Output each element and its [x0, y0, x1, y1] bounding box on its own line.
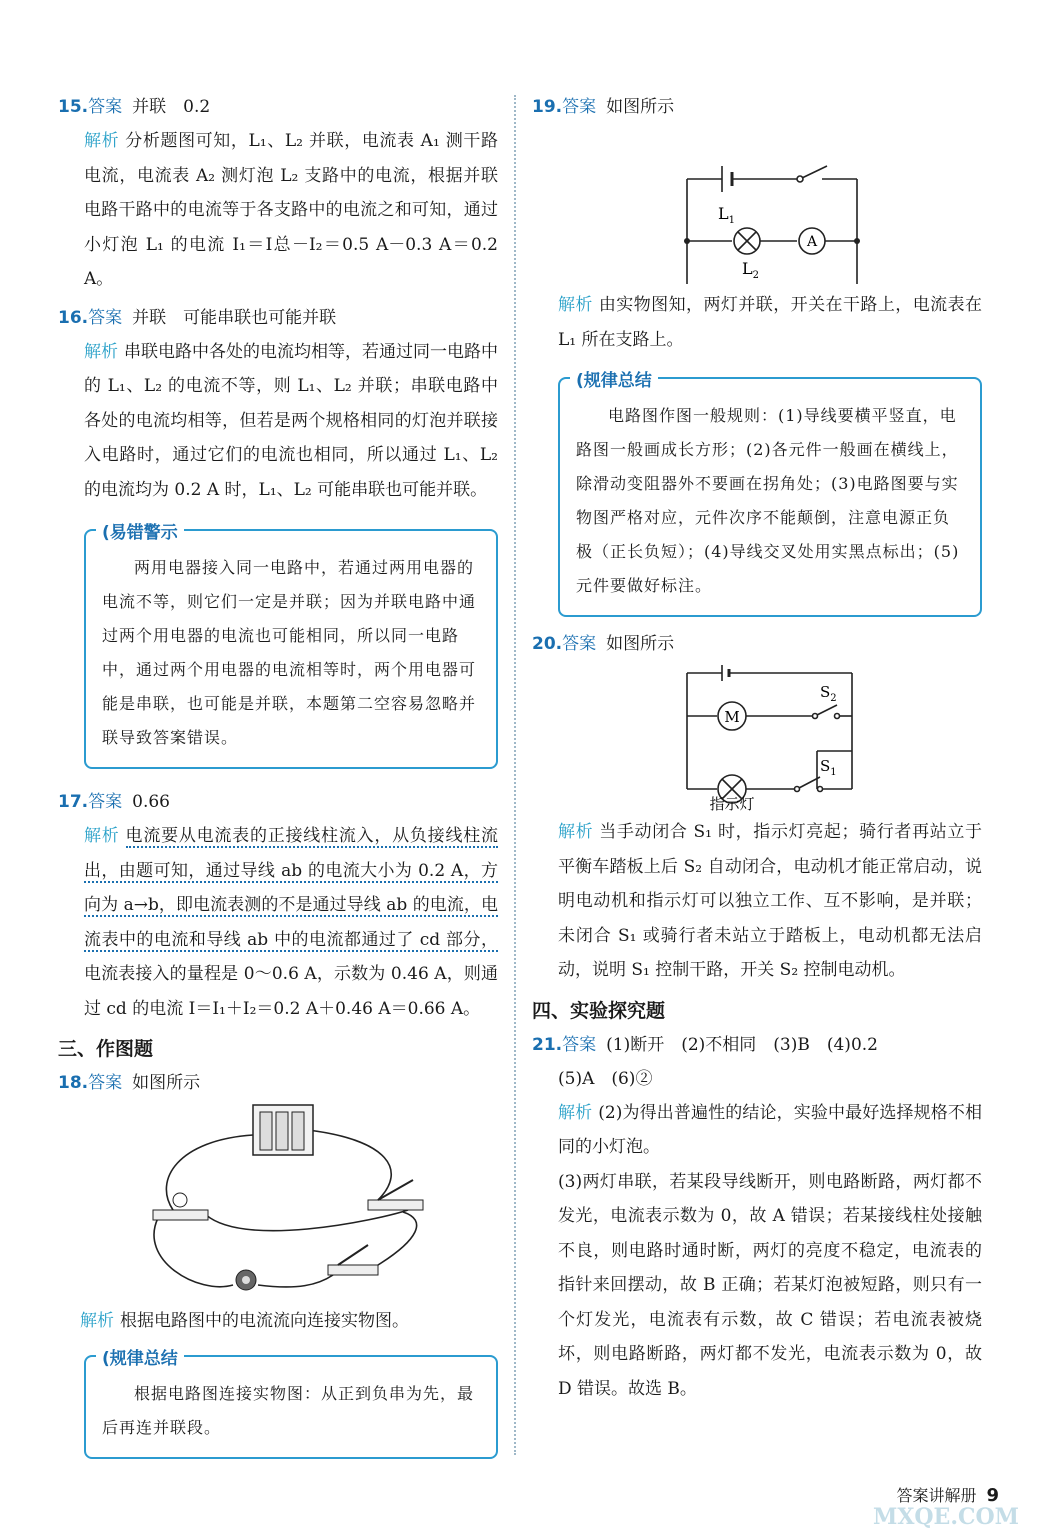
q15-answer: 并联 0.2	[132, 97, 211, 117]
q17-tag: 答案	[88, 792, 123, 812]
left-column	[58, 90, 498, 1469]
q21-exp-text-1: (2)为得出普遍性的结论，实验中最好选择规格不相同的小灯泡。	[558, 1102, 982, 1157]
q19-l1-label: $L_1$	[718, 204, 735, 226]
q19-tag: 答案	[562, 97, 597, 117]
q19-answer-line	[532, 90, 982, 124]
q17-exp-underlined: 电流要从电流表的正接线柱流入，从负接线柱流出，由题可知，通过导线 ab 的电流大小为 0.2 A，方向为 a→b，即电流表测的不是通过导线 ab 的电流，电流表中的电流和导线 ab 中的电流都通过了 cd 部分，	[84, 826, 499, 950]
guilv-box-1	[84, 1348, 498, 1459]
q21-explanation-2: (3)两灯串联，若某段导线断开，则电路断路，两灯都不发光，电流表示数为 0，故 A 错误；若某接线柱处接触不良，则电路时通时断，两灯的亮度不稳定，电流表的指针来回摆动，故 B 正确；若某灯泡被短路，则只有一个灯发光，电流表有示数，故 C 错误；若电流表被烧坏，则电路断路，两灯都不发光，电流表示数为 0，故 D 错误。故选 B。	[558, 1171, 982, 1399]
q19-number: 19.	[532, 97, 563, 117]
section-3-title: 三、作图题	[58, 1038, 154, 1060]
q20-s1-label: $S_1$	[820, 757, 837, 778]
q21-explanation-1	[532, 1096, 982, 1165]
q17-exp-tag: 解析	[84, 826, 120, 846]
q16-explanation	[58, 335, 498, 508]
q20-exp-tag: 解析	[558, 822, 594, 842]
q19-explanation	[532, 288, 982, 357]
q21-answer-line-2: (5)A (6)②	[558, 1068, 653, 1089]
ammeter-meter	[236, 1270, 256, 1290]
q15-tag: 答案	[88, 97, 123, 117]
switch-right	[368, 1180, 423, 1210]
q16-answer-line	[58, 301, 498, 335]
q21-answer: (1)断开 (2)不相同 (3)B (4)0.2	[606, 1034, 878, 1055]
q19-exp-tag: 解析	[558, 295, 593, 315]
guilv-box-2-text: 电路图作图一般规则：(1)导线要横平竖直，电路图一般画成长方形；(2)各元件一般画在横线上，除滑动变阻器外不要画在拐角处；(3)电路图要与实物图严格对应，元件次序不能颠倒，注意电源正负极（正长负短）；(4)导线交叉处用实黑点标出；(5)元件要做好标注。	[576, 406, 960, 595]
q20-answer-line	[532, 627, 982, 661]
q20-s2-label: $S_2$	[820, 683, 837, 704]
q16-exp-tag: 解析	[84, 341, 118, 362]
right-column	[532, 90, 982, 1406]
column-divider	[514, 95, 516, 1455]
q18-tag: 答案	[88, 1073, 123, 1093]
battery-pack	[253, 1105, 313, 1155]
watermark-logo	[841, 1472, 1051, 1532]
section-4-title: 四、实验探究题	[532, 999, 666, 1022]
yicuo-box-text: 两用电器接入同一电路中，若通过两用电器的电流不等，则它们一定是并联；因为并联电路中通过两个用电器的电流也可能相同，所以同一电路中，通过两个用电器的电流相等时，两个用电器可能是串联，也可能是并联，本题第二空容易忽略并联导致答案错误。	[102, 558, 477, 747]
svg-text:MXQE.COM: MXQE.COM	[872, 1504, 1020, 1530]
footer-label: 答案讲解册	[896, 1486, 977, 1505]
q20-motor-label: M	[724, 708, 740, 726]
q15-answer-line	[58, 90, 498, 124]
q16-number: 16.	[58, 307, 89, 328]
q21-number: 21.	[532, 1034, 563, 1055]
yicuo-box	[84, 523, 498, 769]
q20-number: 20.	[532, 634, 563, 654]
q18-exp-tag: 解析	[80, 1311, 114, 1331]
q19-circuit-diagram	[532, 124, 982, 284]
q20-circuit-diagram	[532, 661, 982, 811]
q18-circuit-illustration	[58, 1100, 498, 1300]
page-number: 9	[986, 1485, 999, 1506]
q15-exp-tag: 解析	[84, 131, 120, 151]
yicuo-box-title: (易错警示	[96, 516, 184, 550]
q20-lamp-label: 指示灯	[709, 795, 755, 811]
q17-answer-line	[58, 785, 498, 819]
q20-explanation	[532, 815, 982, 988]
switch-bottom	[328, 1245, 378, 1275]
q19-answer: 如图所示	[606, 97, 675, 117]
q15-exp-text: 分析题图可知，L₁、L₂ 并联，电流表 A₁ 测干路电流，电流表 A₂ 测灯泡 L₂ 支路中的电流，根据并联电路干路中的电流等于各支路中的电流之和可知，通过小灯泡 L₁ 的电流 I₁＝I总－I₂＝0.5 A－0.3 A＝0.2 A。	[84, 131, 499, 289]
q17-number: 17.	[58, 792, 89, 812]
q17-answer: 0.66	[132, 792, 170, 812]
q18-answer: 如图所示	[132, 1073, 201, 1093]
q17-exp-text: 电流表接入的量程是 0～0.6 A，示数为 0.46 A，则通过 cd 的电流 I＝I₁＋I₂＝0.2 A＋0.46 A＝0.66 A。	[84, 964, 498, 1019]
q21-exp-tag: 解析	[558, 1102, 593, 1123]
q19-exp-text: 由实物图知，两灯并联，开关在干路上，电流表在 L₁ 所在支路上。	[558, 295, 983, 350]
q20-tag: 答案	[562, 634, 597, 654]
q16-tag: 答案	[88, 307, 123, 328]
q15-explanation	[58, 124, 498, 297]
q20-exp-text: 当手动闭合 S₁ 时，指示灯亮起；骑行者再站立于平衡车踏板上后 S₂ 自动闭合，电动机才能正常启动，说明电动机和指示灯可以独立工作、互不影响，是并联；未闭合 S₁ 或骑行者未站立于踏板上，电动机都无法启动，说明 S₁ 控制干路，开关 S₂ 控制电动机。	[558, 822, 982, 980]
guilv-box-1-title: (规律总结	[96, 1342, 184, 1376]
q20-answer: 如图所示	[606, 634, 675, 654]
guilv-box-1-text: 根据电路图连接实物图：从正到负串为先，最后再连并联段。	[102, 1383, 475, 1437]
q21-tag: 答案	[562, 1034, 597, 1055]
guilv-box-2	[558, 371, 982, 617]
q18-explanation	[58, 1304, 498, 1339]
q18-answer-line	[58, 1066, 498, 1100]
guilv-box-2-title: (规律总结	[570, 364, 658, 398]
q19-meter-label: A	[806, 234, 818, 250]
q19-l2-label: $L_2$	[742, 259, 759, 281]
bulb-holder	[153, 1193, 208, 1220]
q18-number: 18.	[58, 1073, 89, 1093]
q21-answer-line	[532, 1028, 982, 1062]
q16-exp-text: 串联电路中各处的电流均相等，若通过同一电路中的 L₁、L₂ 的电流不等，则 L₁、L₂ 并联；串联电路中各处的电流均相等，但若是两个规格相同的灯泡并联接入电路时，通过它们的电流也相同，所以通过 L₁、L₂ 的电流均为 0.2 A 时，L₁、L₂ 可能串联也可能并联。	[84, 341, 498, 500]
q18-exp-text: 根据电路图中的电流流向连接实物图。	[120, 1311, 409, 1331]
q17-explanation	[58, 819, 498, 1026]
q15-number: 15.	[58, 97, 89, 117]
q16-answer: 并联 可能串联也可能并联	[132, 307, 337, 328]
